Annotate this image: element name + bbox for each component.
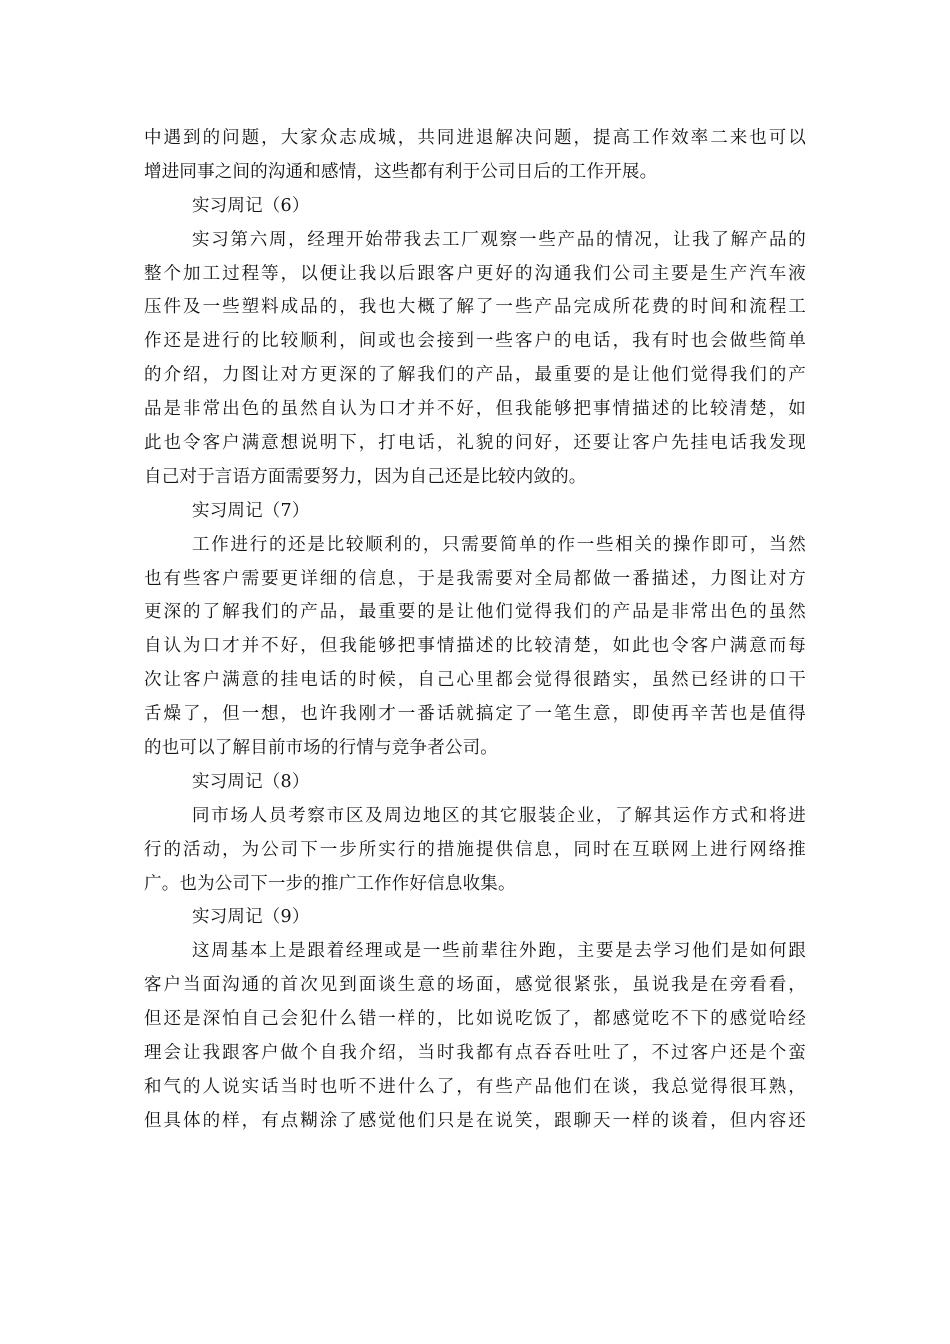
text-line: 行的活动，为公司下一步所实行的措施提供信息，同时在互联网上进行网络推: [144, 839, 806, 860]
text-line: 工作进行的还是比较顺利的，只需要简单的作一些相关的操作即可，当然: [192, 534, 806, 555]
text-line: 更深的了解我们的产品，最重要的是让他们觉得我们的产品是非常出色的虽然: [144, 602, 806, 623]
text-line: 和气的人说实话当时也听不进什么了，有些产品他们在谈，我总觉得很耳熟，: [144, 1076, 806, 1097]
text-line: 广。也为公司下一步的推广工作作好信息收集。: [144, 873, 516, 894]
text-line: 此也令客户满意想说明下，打电话，礼貌的问好，还要让客户先挂电话我发现: [144, 433, 806, 454]
document-page: [144, 122, 806, 1139]
text-line: 品是非常出色的虽然自认为口才并不好，但我能够把事情描述的比较清楚，如: [144, 399, 806, 420]
text-line: 的介绍，力图让对方更深的了解我们的产品，最重要的是让他们觉得我们的产: [144, 365, 806, 386]
section-heading-week-6: 实习周记（6）: [192, 195, 310, 216]
text-line: 自认为口才并不好，但我能够把事情描述的比较清楚，如此也令客户满意而每: [144, 636, 806, 657]
text-line: 整个加工过程等，以便让我以后跟客户更好的沟通我们公司主要是生产汽车液: [144, 263, 806, 284]
paragraph-week-7: [144, 529, 806, 766]
text-line: 作还是进行的比较顺利，间或也会接到一些客户的电话，我有时也会做些简单: [144, 331, 806, 352]
paragraph-week-6: [144, 224, 806, 495]
text-line: 压件及一些塑料成品的，我也大概了解了一些产品完成所花费的时间和流程工: [144, 297, 806, 318]
text-line: 舌燥了，但一想，也许我刚才一番话就搞定了一笔生意，即使再辛苦也是值得: [144, 704, 806, 725]
section-heading-week-7: 实习周记（7）: [192, 500, 310, 521]
text-line: 自己对于言语方面需要努力，因为自己还是比较内敛的。: [144, 466, 587, 487]
text-line: 的也可以了解目前市场的行情与竞争者公司。: [144, 738, 498, 759]
section-heading-week-8: 实习周记（8）: [192, 771, 310, 792]
section-heading-week-9: 实习周记（9）: [192, 907, 310, 928]
text-line: 次让客户满意的挂电话的时候，自己心里都会觉得很踏实，虽然已经讲的口干: [144, 670, 806, 691]
text-line: 实习第六周，经理开始带我去工厂观察一些产品的情况，让我了解产品的: [192, 229, 806, 250]
text-line: 这周基本上是跟着经理或是一些前辈往外跑，主要是去学习他们是如何跟: [192, 941, 806, 962]
text-line: 增进同事之间的沟通和感情，这些都有利于公司日后的工作开展。: [144, 161, 658, 182]
text-line: 客户当面沟通的首次见到面谈生意的场面，感觉很紧张，虽说我是在旁看看，: [144, 975, 806, 996]
paragraph-continued: [144, 122, 806, 190]
text-line: 也有些客户需要更详细的信息，于是我需要对全局都做一番描述，力图让对方: [144, 568, 806, 589]
text-line: 但还是深怕自己会犯什么错一样的，比如说吃饭了，都感觉吃不下的感觉哈经: [144, 1009, 806, 1030]
paragraph-week-8: [144, 800, 806, 902]
text-line: 但具体的样，有点糊涂了感觉他们只是在说笑，跟聊天一样的谈着，但内容还: [144, 1110, 806, 1131]
text-line: 同市场人员考察市区及周边地区的其它服装企业，了解其运作方式和将进: [192, 805, 806, 826]
text-line: 中遇到的问题，大家众志成城，共同进退解决问题，提高工作效率二来也可以: [144, 128, 806, 148]
text-line: 理会让我跟客户做个自我介绍，当时我都有点吞吞吐吐了，不过客户还是个蛮: [144, 1043, 806, 1064]
paragraph-week-9: [144, 935, 806, 1138]
